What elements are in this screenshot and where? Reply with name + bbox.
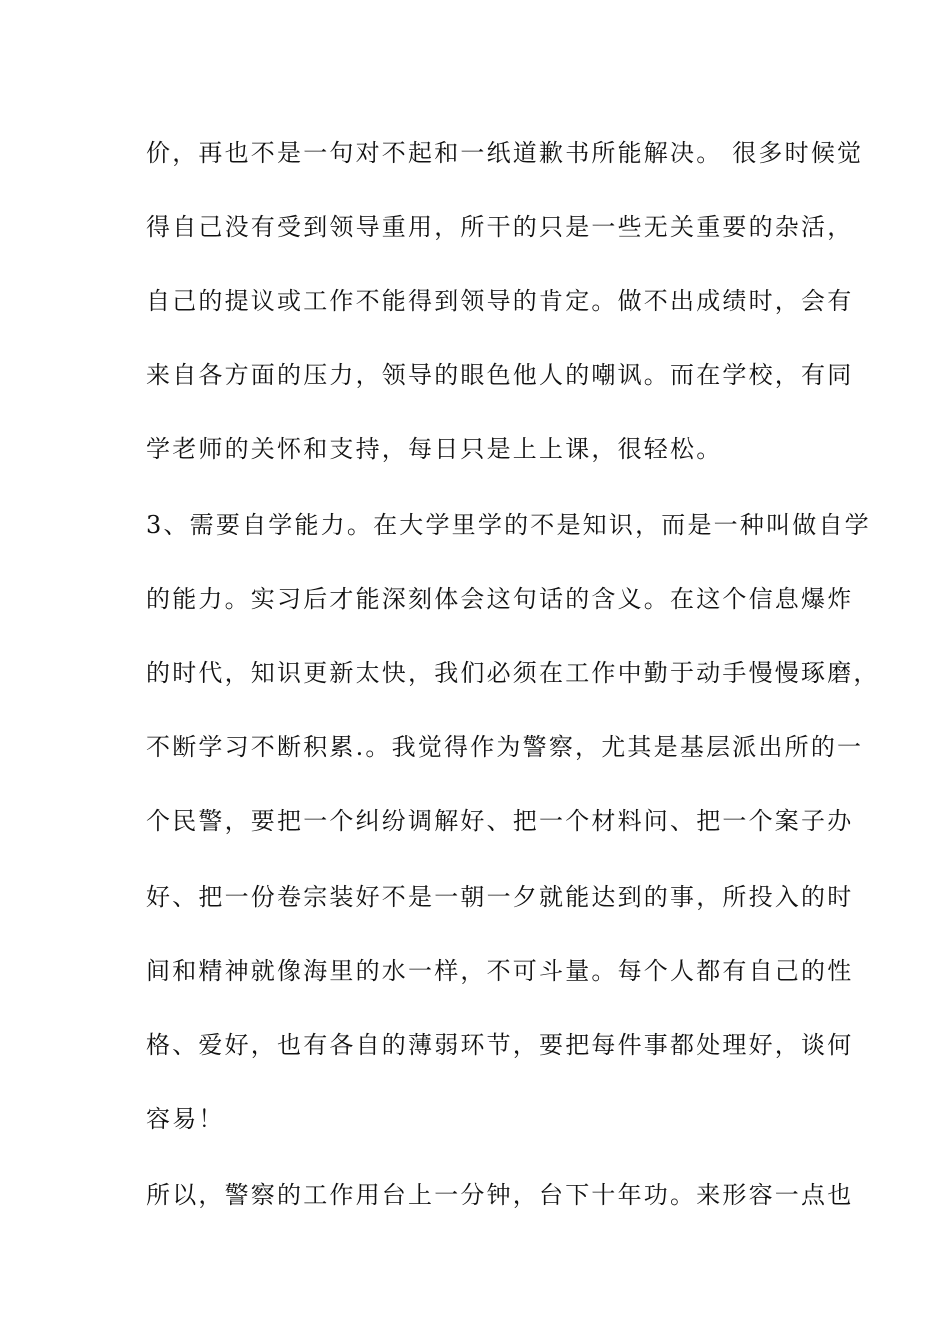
text-line: 不断学习不断积累.。我觉得作为警察，尤其是基层派出所的一 xyxy=(146,733,864,761)
text-line: 格、爱好，也有各自的薄弱环节，要把每件事都处理好，谈何 xyxy=(146,1031,854,1059)
text-line: 间和精神就像海里的水一样，不可斗量。每个人都有自己的性 xyxy=(146,957,854,985)
text-line: 3、需要自学能力。在大学里学的不是知识，而是一种叫做自学 xyxy=(146,511,871,539)
text-line: 自己的提议或工作不能得到领导的肯定。做不出成绩时，会有 xyxy=(146,287,854,315)
text-line: 学老师的关怀和支持，每日只是上上课，很轻松。 xyxy=(146,435,723,463)
text-line: 的能力。实习后才能深刻体会这句话的含义。在这个信息爆炸 xyxy=(146,585,854,613)
text-line: 得自己没有受到领导重用，所干的只是一些无关重要的杂活， xyxy=(146,213,854,241)
text-line: 来自各方面的压力，领导的眼色他人的嘲讽。而在学校，有同 xyxy=(146,361,854,389)
text-line: 好、把一份卷宗装好不是一朝一夕就能达到的事，所投入的时 xyxy=(146,883,854,911)
text-line: 的时代，知识更新太快，我们必须在工作中勤于动手慢慢琢磨， xyxy=(146,659,880,687)
text-line: 价，再也不是一句对不起和一纸道歉书所能解决。 很多时候觉 xyxy=(146,139,864,167)
text-line: 所以，警察的工作用台上一分钟，台下十年功。来形容一点也 xyxy=(146,1181,854,1209)
text-line: 个民警，要把一个纠纷调解好、把一个材料问、把一个案子办 xyxy=(146,807,854,835)
text-line: 容易！ xyxy=(146,1105,225,1133)
